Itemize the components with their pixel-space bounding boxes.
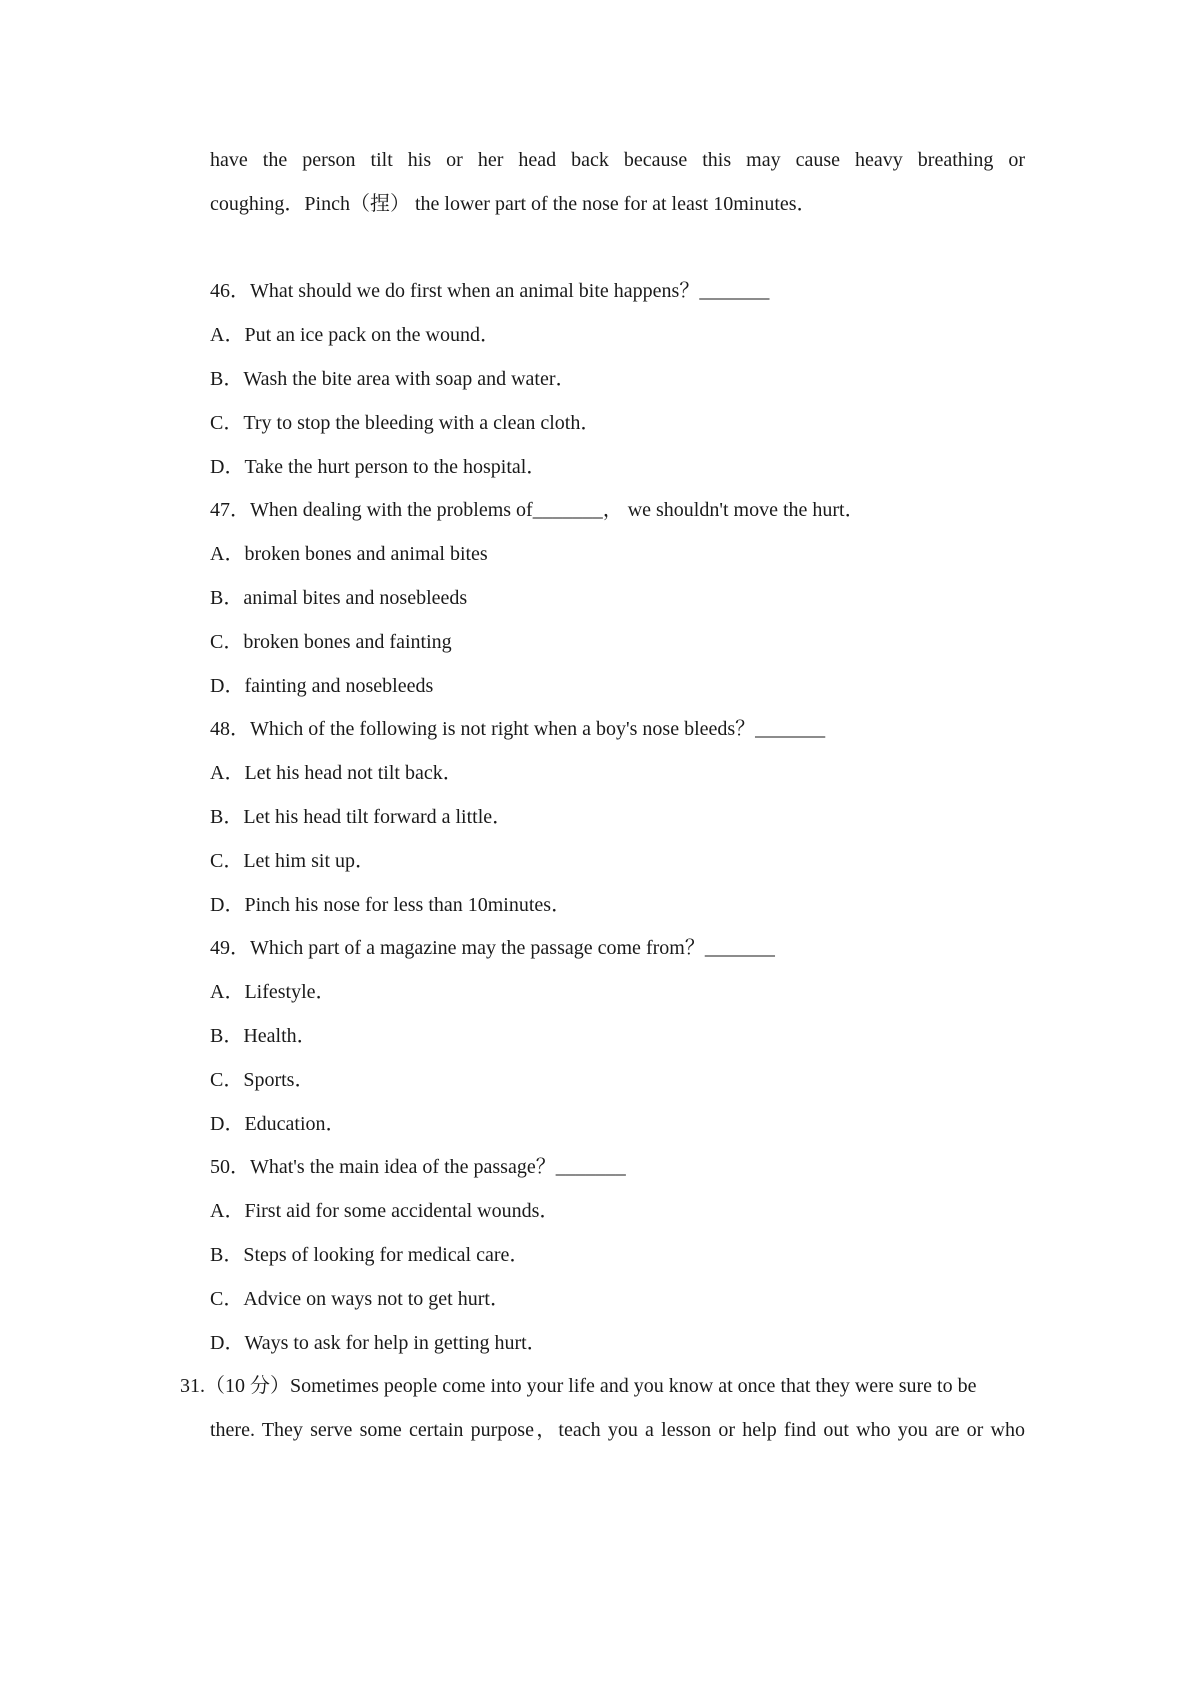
question-46-option-a: A．Put an ice pack on the wound． <box>210 324 500 346</box>
question-47-option-d: D．fainting and nosebleeds <box>210 675 434 697</box>
question-48-option-c: C．Let him sit up． <box>210 850 375 872</box>
question-47-stem: 47．When dealing with the problems of_______， we shouldn't move the hurt． <box>210 499 865 521</box>
question-47-option-c: C．broken bones and fainting <box>210 631 452 653</box>
question-50-option-a: A．First aid for some accidental wounds． <box>210 1200 560 1222</box>
question-47-option-b: B．animal bites and nosebleeds <box>210 587 468 609</box>
question-50-option-d: D．Ways to ask for help in getting hurt． <box>210 1332 547 1354</box>
question-48-option-b: B．Let his head tilt forward a little． <box>210 806 513 828</box>
question-49-option-c: C．Sports． <box>210 1069 315 1091</box>
question-47-option-a: A．broken bones and animal bites <box>210 543 488 565</box>
question-46-option-c: C．Try to stop the bleeding with a clean cloth． <box>210 412 601 434</box>
question-46-stem: 46．What should we do first when an animal bite happens？_______ <box>210 280 770 302</box>
question-46-option-b: B．Wash the bite area with soap and water． <box>210 368 576 390</box>
question-49-option-d: D．Education． <box>210 1113 346 1135</box>
question-46-option-d: D．Take the hurt person to the hospital． <box>210 456 547 478</box>
passage-line-2: coughing．Pinch（捏） the lower part of the nose for at least 10minutes． <box>210 193 817 215</box>
question-49-option-a: A．Lifestyle． <box>210 981 336 1003</box>
question-49-option-b: B．Health． <box>210 1025 317 1047</box>
passage-line-1: have the person tilt his or her head back because this may cause heavy breathing or <box>210 149 1025 171</box>
question-48-option-a: A．Let his head not tilt back． <box>210 762 463 784</box>
question-49-stem: 49．Which part of a magazine may the passage come from？_______ <box>210 937 775 959</box>
question-50-stem: 50．What's the main idea of the passage？_______ <box>210 1156 626 1178</box>
question-48-option-d: D．Pinch his nose for less than 10minutes． <box>210 894 572 916</box>
section-31-line-1: 31.（10 分）Sometimes people come into your life and you know at once that they were sure to be <box>180 1375 977 1397</box>
question-48-stem: 48．Which of the following is not right when a boy's nose bleeds？_______ <box>210 718 826 740</box>
question-50-option-b: B．Steps of looking for medical care． <box>210 1244 530 1266</box>
section-31-line-2: there. They serve some certain purpose，teach you a lesson or help find out who you are or who <box>210 1419 1025 1441</box>
question-50-option-c: C．Advice on ways not to get hurt． <box>210 1288 510 1310</box>
